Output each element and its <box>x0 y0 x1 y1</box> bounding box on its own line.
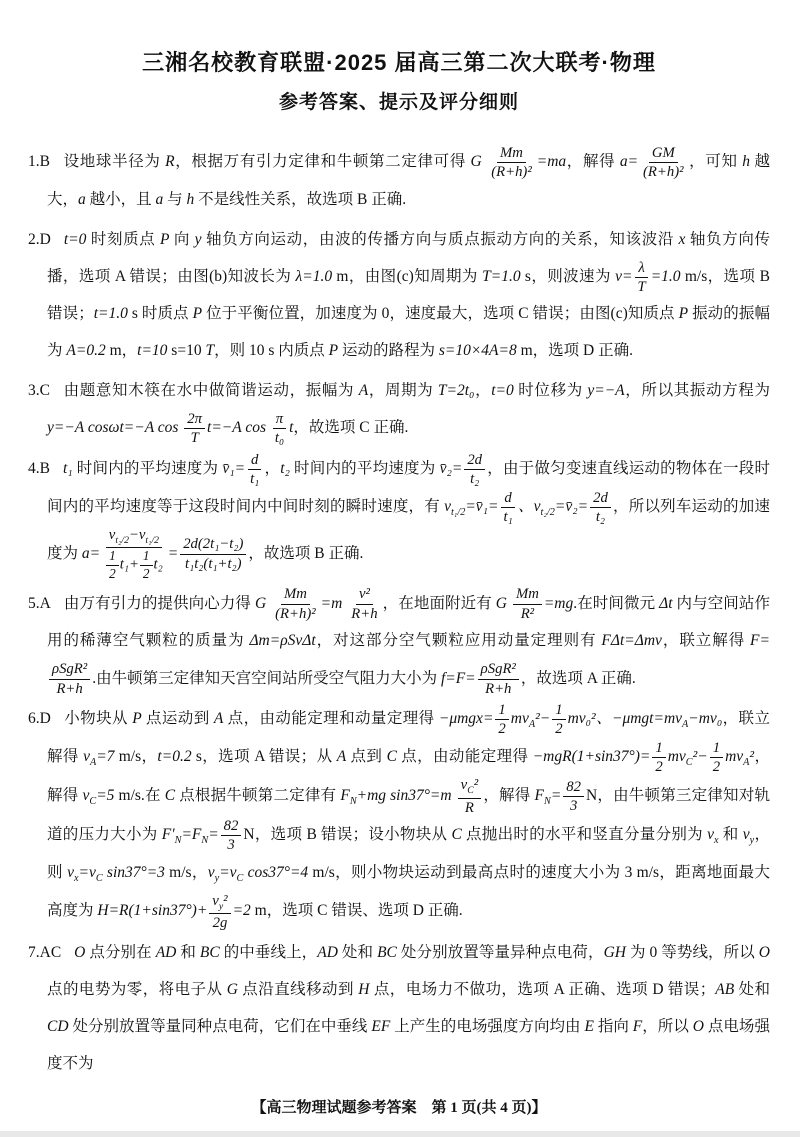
text-run: s，则波速为 <box>520 267 616 285</box>
answer-item <box>28 451 770 583</box>
fraction <box>272 410 287 448</box>
text-run: 设地球半径为 <box>62 153 166 171</box>
fraction-numerator: 1 <box>710 739 723 758</box>
text-run: 由万有引力的提供向心力得 <box>63 594 255 612</box>
text-run: ，故选项 A 正确. <box>520 669 636 687</box>
math-run: F= <box>750 632 770 650</box>
fraction-numerator: 2d <box>590 489 611 508</box>
fraction-numerator: $v_C^2$ <box>458 776 481 798</box>
math-run: O <box>692 1017 704 1035</box>
math-run: t=10 <box>137 342 168 360</box>
fraction-denominator: 2 <box>555 721 563 738</box>
fraction <box>106 548 119 582</box>
answer-number: 4.B <box>28 460 50 478</box>
math-run: $mv_A^2-$ <box>510 710 551 731</box>
fraction-denominator: R+h <box>485 680 512 697</box>
fraction-numerator: π <box>273 410 286 429</box>
text-run: ，解得 <box>47 748 770 805</box>
math-run: AB <box>715 980 735 998</box>
fraction-numerator: ρSgR² <box>478 660 519 679</box>
text-run: N，由牛顿第三定律知对轨道的压力大小为 <box>47 787 770 844</box>
fraction-denominator: t₂ <box>595 508 606 525</box>
math-run: s=10×4A=8 <box>438 342 517 360</box>
math-run: E <box>584 1017 594 1035</box>
math-run: P <box>678 305 689 323</box>
math-run: C <box>386 748 397 766</box>
fraction-numerator: $v_y^2$ <box>209 892 230 914</box>
math-run: h <box>742 153 750 171</box>
text-run: m/s，选项 B 错误； <box>47 267 770 323</box>
answer-content <box>47 382 770 447</box>
fraction <box>458 776 481 816</box>
math-run: T=2t₀ <box>437 382 475 400</box>
text-run: 向 <box>169 230 195 248</box>
math-run: y=−A cosωt=−A cos <box>47 419 183 437</box>
math-run: A <box>336 748 347 766</box>
text-run: 点，由动能定理和动量定理得 <box>223 710 439 728</box>
math-run: $v_{t_1/2}=v̄_1=$ <box>444 497 499 519</box>
math-run: h <box>186 190 195 208</box>
math-run: G <box>226 980 238 998</box>
text-run: ，根据万有引力定律和牛顿第二定律可得 <box>174 153 471 171</box>
math-run: =2 <box>232 902 251 920</box>
text-run: s，选项 A 错误；从 <box>191 748 337 766</box>
math-run: Δm=ρSvΔt <box>249 632 316 650</box>
text-run: 点运动到 <box>141 710 214 728</box>
math-run: $mv_C^2-$ <box>667 748 708 769</box>
fraction <box>495 701 508 739</box>
math-run: t₁+ <box>119 556 139 573</box>
math-run: a <box>78 190 86 208</box>
math-run: v̄₁= <box>222 460 246 478</box>
text-run: 位于平衡位置，加速度为 0，速度最大，选项 C 错误；由图(c)知质点 <box>202 305 679 323</box>
math-run: O <box>758 944 770 962</box>
math-run: C <box>164 787 176 805</box>
math-run: v= <box>615 267 633 285</box>
fraction <box>552 701 565 739</box>
text-run: 振动的振幅为 <box>47 305 770 360</box>
fraction-denominator: 2g <box>212 914 228 931</box>
text-run: m/s，则小物块运动到最高点时的速度大小为 3 m/s，距离地面最大高度为 <box>47 863 770 920</box>
text-run: 轴负方向运动，由波的传播方向与质点振动方向的关系，知该波沿 <box>201 230 679 248</box>
answer-item <box>28 222 770 370</box>
text-run: 和 <box>718 826 743 844</box>
fraction-denominator <box>102 548 166 582</box>
math-run: Δt <box>659 594 673 612</box>
text-run: ，联立解得 <box>661 632 751 650</box>
math-run: GH <box>603 944 626 962</box>
fraction-denominator: t₂ <box>470 471 480 488</box>
text-run: 时间内的平均速度为 <box>72 460 223 478</box>
fraction-numerator: d <box>501 489 514 508</box>
fraction-denominator: (R+h)² <box>275 605 316 622</box>
math-run: A <box>213 710 224 728</box>
math-run: H <box>358 980 370 998</box>
math-run: $F'_N=F_N=$ <box>161 826 219 847</box>
text-run: 点根据牛顿第二定律有 <box>175 787 341 805</box>
text-run: ，在地面附近有 <box>382 594 496 612</box>
text-run: N，选项 B 错误；设小物块从 <box>243 826 452 844</box>
text-run: 越小，且 <box>85 190 156 208</box>
math-run: t₂ <box>153 556 163 573</box>
fraction-numerator: 1 <box>140 548 153 566</box>
text-run: ，所以其振动方程为 <box>624 382 770 400</box>
math-run: −mgR(1+sin37°)= <box>532 748 651 766</box>
text-run: ，所以 <box>642 1017 693 1035</box>
text-run: 的中垂线上， <box>219 944 318 962</box>
math-run: $v_C=5$ <box>82 787 115 808</box>
fraction-numerator: ρSgR² <box>49 660 90 679</box>
math-run: AD <box>155 944 177 962</box>
text-run: 点，由动能定理得 <box>396 748 533 766</box>
fraction-denominator: 2 <box>109 565 116 581</box>
text-run: m，选项 C 错误、选项 D 正确. <box>250 902 463 920</box>
math-run: C <box>451 826 462 844</box>
math-run: =mg <box>543 594 574 612</box>
math-run: O <box>74 944 86 962</box>
fraction <box>640 144 687 182</box>
text-run: m， <box>105 342 138 360</box>
fraction <box>478 660 519 698</box>
text-run: ，所以列车运动的加速度为 <box>47 497 770 562</box>
text-run: 处和 <box>734 980 770 998</box>
fraction-denominator: R+h <box>56 680 83 697</box>
math-run: BC <box>377 944 397 962</box>
text-run: 点的电势为零，将电子从 <box>47 980 227 998</box>
math-run: x <box>678 230 686 248</box>
math-run: =m <box>320 594 347 612</box>
fraction <box>247 451 262 489</box>
text-run: 点抛出时的水平和竖直分量分别为 <box>461 826 708 844</box>
math-run: P <box>328 342 339 360</box>
fraction <box>501 489 516 527</box>
text-run: .在时间微元 <box>573 594 660 612</box>
math-run: $v_x=v_C$ sin37°=3 <box>67 863 165 884</box>
fraction-denominator: t₁t₂(t₁+t₂) <box>185 555 242 572</box>
fraction-denominator: 3 <box>227 837 235 854</box>
math-run: v̄₂= <box>439 460 463 478</box>
fraction <box>513 585 542 623</box>
answer-number: 5.A <box>28 594 51 612</box>
math-run: $mv_A^2$ <box>725 748 755 769</box>
text-run: s=10 <box>167 342 206 360</box>
math-run: H=R(1+sin37°)+ <box>97 902 208 920</box>
fraction-denominator: R+h <box>351 605 378 622</box>
answer-item <box>28 701 770 932</box>
text-run: 点分别在 <box>85 944 156 962</box>
math-run: EF <box>371 1017 391 1035</box>
text-run: 和 <box>176 944 200 962</box>
text-run: 点沿直线移动到 <box>237 980 359 998</box>
fraction <box>49 660 90 698</box>
text-run: ，对这部分空气颗粒应用动量定理则有 <box>315 632 602 650</box>
text-run: m，由图(c)知周期为 <box>332 267 483 285</box>
answer-content <box>47 451 770 581</box>
math-run: AD <box>317 944 338 962</box>
fraction-numerator: 82 <box>221 817 242 836</box>
math-run: a= <box>619 153 639 171</box>
fraction <box>209 892 230 932</box>
math-run: t₂ <box>280 460 290 478</box>
fraction-numerator: GM <box>649 144 678 163</box>
text-run: m/s.在 <box>114 787 165 805</box>
answer-content <box>47 145 770 208</box>
math-run: $v_A=7$ <box>83 748 115 769</box>
math-run: t=0.2 <box>157 748 192 766</box>
fraction-denominator: t₁ <box>503 508 513 525</box>
fraction-denominator: R <box>464 799 474 816</box>
math-run: t <box>289 419 294 437</box>
fraction-numerator: 1 <box>652 739 665 758</box>
text-run: 时刻质点 <box>86 230 160 248</box>
text-run: ，周期为 <box>368 382 438 400</box>
fraction <box>710 739 723 777</box>
fraction <box>102 526 166 582</box>
math-run: a <box>155 190 164 208</box>
fraction <box>180 535 246 573</box>
text-run: 点到 <box>346 748 387 766</box>
math-run: $F_N+mg$ sin37°=m <box>340 787 456 808</box>
math-run: t=0 <box>491 382 514 400</box>
fraction-numerator: 82 <box>563 778 584 797</box>
answer-content <box>47 231 770 360</box>
answer-item <box>28 144 770 219</box>
text-run: ，故选项 B 正确. <box>248 544 364 562</box>
fraction-numerator: 1 <box>552 701 565 720</box>
fraction-numerator: Mm <box>497 144 526 163</box>
text-run: m，选项 D 正确. <box>516 342 634 360</box>
fraction <box>184 410 205 448</box>
text-run: s 时质点 <box>127 305 193 323</box>
fraction-denominator: t₁ <box>250 471 260 488</box>
text-run: 运动的路程为 <box>338 342 439 360</box>
fraction <box>563 778 584 816</box>
math-run: t₁ <box>62 460 73 478</box>
text-run: ，则 <box>47 826 770 881</box>
text-run: 处分别放置等量同种点电荷，它们在中垂线 <box>68 1017 372 1035</box>
fraction-numerator: 1 <box>106 548 119 566</box>
fraction <box>140 548 153 582</box>
fraction <box>348 585 380 623</box>
text-run: 内与空间站作用的稀薄空气颗粒的质量为 <box>47 594 770 650</box>
math-run: t=0 <box>63 230 87 248</box>
page-title: 三湘名校教育联盟·2025 届高三第二次大联考·物理 <box>142 50 656 75</box>
answer-number: 3.C <box>28 382 50 400</box>
fraction-denominator: (R+h)² <box>643 164 684 181</box>
answer-number: 6.D <box>28 710 51 728</box>
text-run: ， <box>474 382 492 400</box>
text-run: 时位移为 <box>513 382 588 400</box>
math-run: P <box>192 305 203 323</box>
text-run: 指向 <box>593 1017 633 1035</box>
answer-item <box>28 935 770 1083</box>
fraction-numerator: 2d <box>464 451 485 470</box>
fraction-denominator: 2 <box>655 759 663 776</box>
text-run: 上产生的电场强度方向均由 <box>390 1017 585 1035</box>
answer-item <box>28 585 770 697</box>
text-run: 与 <box>163 190 187 208</box>
text-run: 处和 <box>337 944 378 962</box>
text-run: 时间内的平均速度为 <box>289 460 440 478</box>
text-run: 不是线性关系，故选项 B 正确. <box>194 190 407 208</box>
math-run: =ma <box>536 153 567 171</box>
fraction-numerator: λ <box>635 259 647 278</box>
fraction-denominator: T <box>637 278 646 295</box>
fraction <box>635 259 649 297</box>
math-run: =1.0 <box>650 267 681 285</box>
fraction-numerator: 2π <box>184 410 205 429</box>
math-run: f=F= <box>440 669 476 687</box>
answer-item <box>28 373 770 448</box>
math-run: A=0.2 <box>66 342 106 360</box>
math-run: a= <box>81 544 101 562</box>
text-run: ，可知 <box>688 153 743 171</box>
text-run: ，解得 <box>566 153 620 171</box>
text-run: m/s， <box>114 748 158 766</box>
math-run: FΔt=Δmv <box>601 632 662 650</box>
text-run: ，则 10 s 内质点 <box>214 342 329 360</box>
answer-number: 7.AC <box>28 944 62 962</box>
answer-list <box>28 144 770 1086</box>
fraction <box>590 489 611 527</box>
math-run: $F_N=$ <box>534 787 562 808</box>
text-run: ，联立解得 <box>47 710 770 766</box>
text-run: 点电场强度不为 <box>47 1017 770 1072</box>
math-run: $v_x$ <box>707 826 719 847</box>
math-run: P <box>132 710 142 728</box>
text-run: .由牛顿第三定律知天宫空间站所受空气阻力大小为 <box>92 669 441 687</box>
answer-content <box>47 586 770 697</box>
math-run: G <box>254 594 271 612</box>
text-run: ， <box>264 460 281 478</box>
math-run: y=−A <box>587 382 625 400</box>
math-run: T <box>205 342 215 360</box>
fraction <box>464 451 485 489</box>
math-run: t=−A cos <box>207 419 270 437</box>
answer-number: 2.D <box>28 230 51 248</box>
math-run: −μmgx= <box>438 710 494 728</box>
math-run: = <box>167 544 179 562</box>
math-run: $v_y=v_C$ cos37°=4 <box>207 863 309 884</box>
text-run: ，解得 <box>483 787 535 805</box>
math-run: BC <box>199 944 220 962</box>
fraction-denominator: (R+h)² <box>491 164 532 181</box>
fraction <box>221 817 242 855</box>
fraction <box>488 144 535 182</box>
math-run: F <box>632 1017 643 1035</box>
fraction-numerator: v² <box>356 585 373 604</box>
text-run: m/s， <box>164 863 208 881</box>
text-run: ，由于做匀变速直线运动的物体在一段时间内的平均速度等于这段时间内中间时刻的瞬时速度，有 <box>47 460 770 515</box>
math-run: CD <box>47 1017 69 1035</box>
page-footer: 【高三物理试题参考答案 第 1 页(共 4 页)】 <box>251 1099 547 1116</box>
math-run: G <box>470 153 487 171</box>
text-run: 处分别放置等量异种点电荷， <box>396 944 604 962</box>
math-run: λ=1.0 <box>295 267 333 285</box>
math-run: t=1.0 <box>93 305 128 323</box>
math-run: T=1.0 <box>482 267 521 285</box>
fraction-numerator: 2d(2t₁−t₂) <box>180 535 246 554</box>
answer-content <box>47 944 770 1072</box>
fraction-denominator: T <box>190 430 199 447</box>
math-run: y <box>194 230 202 248</box>
text-run: 越大， <box>47 153 770 208</box>
page-subtitle: 参考答案、提示及评分细则 <box>278 92 519 113</box>
answer-number: 1.B <box>28 153 50 171</box>
math-run: R <box>165 153 175 171</box>
fraction-denominator: 3 <box>569 798 578 815</box>
fraction-denominator: 2 <box>712 759 721 776</box>
text-run: 点，电场力不做功，选项 A 正确、选项 D 错误； <box>369 980 716 998</box>
fraction-numerator: d <box>248 451 261 470</box>
fraction-denominator: 2 <box>498 721 506 738</box>
fraction-denominator: t₀ <box>274 430 285 447</box>
fraction-denominator: R² <box>520 605 535 622</box>
text-run: 为 0 等势线，所以 <box>626 944 759 962</box>
fraction <box>272 585 319 623</box>
math-run: P <box>159 230 170 248</box>
text-run: ，故选项 C 正确. <box>293 419 409 437</box>
answer-content <box>47 701 770 931</box>
text-run: 轴负方向传播，选项 A 错误；由图(b)知波长为 <box>47 230 770 285</box>
fraction-denominator: 2 <box>142 565 150 581</box>
fraction <box>652 739 665 777</box>
fraction-numerator: Mm <box>513 585 542 604</box>
math-run: $v_y$ <box>742 826 755 847</box>
fraction-numerator: $v_{t_2/2}-v_{t_1/2}$ <box>106 526 162 548</box>
text-run: 小物块从 <box>63 710 133 728</box>
math-run: G <box>495 594 511 612</box>
math-run: A <box>358 382 369 400</box>
fraction-numerator: 1 <box>495 701 508 720</box>
fraction-numerator: Mm <box>281 585 310 604</box>
text-run: 由题意知木筷在水中做简谐运动，振幅为 <box>62 382 359 400</box>
math-run: mv₀²、$-\mu mgt=mv_A-mv_0$ <box>567 710 723 731</box>
math-run: 、$v_{t_2/2}=v̄_2=$ <box>517 497 589 519</box>
